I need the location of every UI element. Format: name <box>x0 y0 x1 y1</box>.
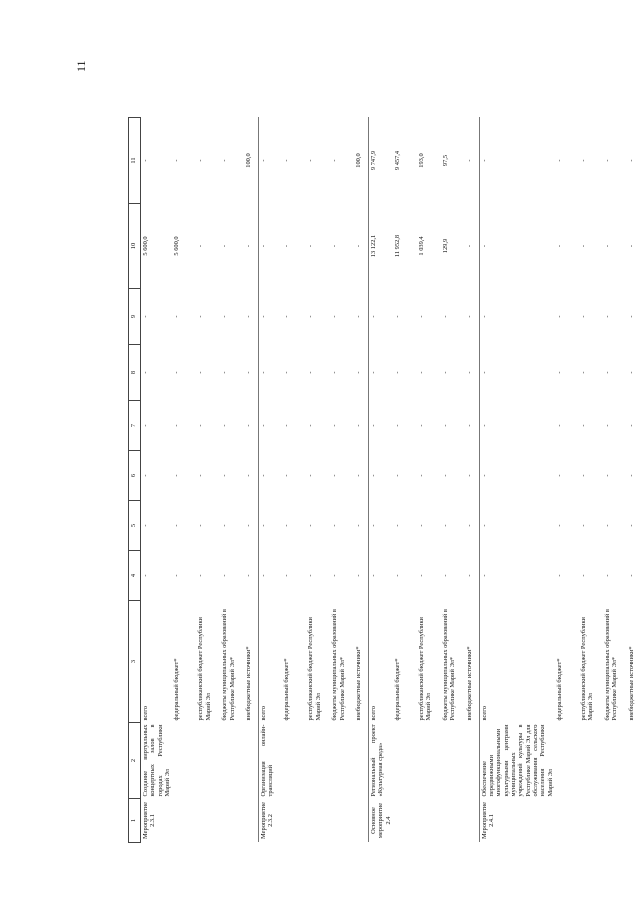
value-cell: - <box>580 371 588 374</box>
value-cell: - <box>283 524 291 527</box>
value-cell: - <box>331 244 339 248</box>
budget-table <box>128 117 639 843</box>
value-cell: - <box>331 424 339 427</box>
value-cell: - <box>442 315 450 318</box>
funding-source-cell: внебюджетные источники* <box>355 646 363 721</box>
value-cell: - <box>628 315 636 318</box>
activity-code-cell <box>555 799 579 843</box>
table-row <box>354 118 368 843</box>
table-row <box>417 118 441 843</box>
value-cell: - <box>307 474 315 477</box>
value-cell: - <box>418 371 426 374</box>
value-cell: - <box>442 524 450 527</box>
activity-code-cell <box>330 799 354 843</box>
activity-name-cell <box>330 723 354 799</box>
value-cell: - <box>556 244 564 248</box>
value-cell: - <box>479 118 555 204</box>
funding-source-cell: федеральный бюджет* <box>394 658 402 721</box>
value-cell: - <box>258 118 282 204</box>
activity-name-cell <box>465 723 479 799</box>
table-row <box>172 118 196 843</box>
value-cell: - <box>307 424 315 427</box>
table-row <box>282 118 306 843</box>
value-cell: - <box>418 574 426 577</box>
funding-source-cell: республиканский бюджет Республики Марий Эл <box>418 617 433 721</box>
value-cell: - <box>394 574 402 577</box>
value-cell: - <box>556 524 564 527</box>
value-cell: - <box>221 371 229 374</box>
value-cell: - <box>355 424 363 427</box>
table-row <box>196 118 220 843</box>
funding-source-cell: федеральный бюджет* <box>173 658 181 721</box>
activity-code-cell <box>220 799 244 843</box>
value-cell: - <box>197 524 205 527</box>
value-cell: - <box>580 574 588 577</box>
value-cell: - <box>355 574 363 577</box>
activity-name-cell <box>555 723 579 799</box>
value-cell: - <box>556 159 564 162</box>
activity-code-cell: Мероприятие 2.3.1 <box>141 799 173 843</box>
activity-name-cell <box>417 723 441 799</box>
table-header-row <box>129 118 141 843</box>
funding-source-cell: федеральный бюджет* <box>283 658 291 721</box>
value-cell: - <box>283 315 291 318</box>
table-row <box>306 118 330 843</box>
value-cell: - <box>580 424 588 427</box>
table-row <box>441 118 465 843</box>
funding-source-cell: бюджеты муниципальных образований в Республике Марий Эл* <box>442 609 457 721</box>
value-cell: - <box>604 159 612 162</box>
value-cell: - <box>418 424 426 427</box>
value-cell: 100,0 <box>245 153 253 168</box>
value-cell: - <box>556 474 564 477</box>
value-cell: - <box>258 345 282 401</box>
table-row <box>555 118 579 843</box>
activity-code-cell: Мероприятие 2.3.2 <box>258 799 282 843</box>
activity-code-cell <box>579 799 603 843</box>
funding-source-cell: бюджеты муниципальных образований в Республике Марий Эл* <box>604 609 619 721</box>
value-cell: - <box>258 289 282 345</box>
funding-source-cell: внебюджетные источники* <box>245 646 253 721</box>
activity-name-cell <box>354 723 368 799</box>
funding-source-cell: республиканский бюджет Республики Марий Эл <box>580 617 595 721</box>
value-cell: - <box>604 315 612 318</box>
value-cell: - <box>283 244 291 248</box>
header-cell: 5 <box>129 501 141 551</box>
value-cell: - <box>331 574 339 577</box>
table-row <box>465 118 479 843</box>
value-cell: - <box>580 244 588 248</box>
value-cell: - <box>466 159 474 162</box>
value-cell: - <box>580 524 588 527</box>
value-cell: - <box>368 451 393 501</box>
table-row <box>330 118 354 843</box>
value-cell: - <box>141 501 173 551</box>
value-cell: - <box>355 244 363 248</box>
activity-code-cell <box>465 799 479 843</box>
value-cell: - <box>283 424 291 427</box>
funding-source-cell: республиканский бюджет Республики Марий Эл <box>307 617 322 721</box>
rotated-table-wrapper <box>128 118 636 843</box>
value-cell: 129,9 <box>442 238 450 254</box>
activity-name-cell <box>196 723 220 799</box>
header-cell: 8 <box>129 345 141 401</box>
funding-source-cell: всего <box>479 601 555 723</box>
value-cell: - <box>173 371 181 374</box>
value-cell: - <box>556 424 564 427</box>
value-cell: - <box>221 159 229 162</box>
value-cell: 100,0 <box>355 153 363 168</box>
value-cell: - <box>580 315 588 318</box>
header-cell: 7 <box>129 401 141 451</box>
table-row <box>393 118 417 843</box>
activity-name-cell: Организация онлайн-трансляций <box>258 723 282 799</box>
activity-code-cell <box>306 799 330 843</box>
value-cell: 97,5 <box>442 154 450 167</box>
value-cell: - <box>307 315 315 318</box>
value-cell: - <box>394 524 402 527</box>
value-cell: - <box>604 474 612 477</box>
table-row <box>627 118 639 843</box>
value-cell: 5 600,0 <box>173 236 181 256</box>
value-cell: - <box>221 524 229 527</box>
value-cell: - <box>307 244 315 248</box>
value-cell: - <box>307 574 315 577</box>
value-cell: - <box>368 345 393 401</box>
value-cell: - <box>331 524 339 527</box>
value-cell: - <box>283 574 291 577</box>
funding-source-cell: всего <box>368 601 393 723</box>
value-cell: - <box>283 474 291 477</box>
header-cell: 9 <box>129 289 141 345</box>
activity-name-cell <box>579 723 603 799</box>
table-row <box>603 118 627 843</box>
value-cell: - <box>368 289 393 345</box>
activity-code-cell: Основное мероприятие 2.4 <box>368 799 393 843</box>
value-cell: 9 457,4 <box>394 150 402 171</box>
value-cell: - <box>628 574 636 577</box>
activity-code-cell <box>627 799 639 843</box>
value-cell: - <box>141 451 173 501</box>
value-cell: - <box>479 501 555 551</box>
value-cell: - <box>258 451 282 501</box>
value-cell: - <box>368 551 393 601</box>
funding-source-cell: внебюджетные источники* <box>466 646 474 721</box>
value-cell: - <box>368 501 393 551</box>
value-cell: - <box>221 315 229 318</box>
value-cell: - <box>258 204 282 289</box>
activity-code-cell <box>441 799 465 843</box>
activity-code-cell <box>196 799 220 843</box>
value-cell: - <box>197 574 205 577</box>
value-cell: - <box>245 574 253 577</box>
activity-name-cell <box>627 723 639 799</box>
value-cell: - <box>245 371 253 374</box>
value-cell: - <box>331 159 339 162</box>
header-cell: 3 <box>129 601 141 723</box>
value-cell: - <box>442 424 450 427</box>
value-cell: - <box>580 159 588 162</box>
value-cell: - <box>197 159 205 162</box>
value-cell: - <box>394 371 402 374</box>
value-cell: - <box>604 424 612 427</box>
activity-code-cell <box>417 799 441 843</box>
value-cell: - <box>479 204 555 289</box>
value-cell: - <box>355 474 363 477</box>
activity-name-cell <box>220 723 244 799</box>
value-cell: - <box>556 574 564 577</box>
value-cell: - <box>466 524 474 527</box>
page-number: 11 <box>74 60 88 72</box>
value-cell: - <box>197 315 205 318</box>
table-body <box>141 118 639 843</box>
value-cell: - <box>479 451 555 501</box>
value-cell: - <box>556 371 564 374</box>
value-cell: - <box>173 474 181 477</box>
funding-source-cell: внебюджетные источники* <box>628 646 636 721</box>
value-cell: - <box>628 474 636 477</box>
value-cell: - <box>394 474 402 477</box>
activity-name-cell <box>172 723 196 799</box>
value-cell: - <box>258 551 282 601</box>
table-row <box>258 118 282 843</box>
value-cell: - <box>466 244 474 248</box>
value-cell: - <box>197 424 205 427</box>
activity-name-cell <box>244 723 258 799</box>
activity-code-cell <box>354 799 368 843</box>
table-row <box>244 118 258 843</box>
value-cell: - <box>418 474 426 477</box>
value-cell: - <box>442 371 450 374</box>
value-cell: - <box>197 474 205 477</box>
value-cell: - <box>221 424 229 427</box>
value-cell: - <box>173 574 181 577</box>
value-cell: - <box>173 524 181 527</box>
value-cell: - <box>173 159 181 162</box>
value-cell: - <box>173 424 181 427</box>
value-cell: - <box>141 289 173 345</box>
value-cell: 193,0 <box>418 153 426 168</box>
value-cell: - <box>197 371 205 374</box>
activity-name-cell <box>306 723 330 799</box>
value-cell: - <box>479 289 555 345</box>
value-cell: - <box>479 345 555 401</box>
table-row <box>479 118 555 843</box>
activity-code-cell <box>282 799 306 843</box>
value-cell: - <box>283 159 291 162</box>
value-cell: - <box>466 424 474 427</box>
value-cell: - <box>394 424 402 427</box>
funding-source-cell: всего <box>258 601 282 723</box>
activity-code-cell: Мероприятие 2.4.1 <box>479 799 555 843</box>
value-cell: - <box>307 159 315 162</box>
value-cell: - <box>628 244 636 248</box>
activity-code-cell <box>393 799 417 843</box>
value-cell: - <box>258 401 282 451</box>
value-cell: 5 600,0 <box>141 204 173 289</box>
value-cell: - <box>307 371 315 374</box>
activity-name-cell <box>393 723 417 799</box>
value-cell: - <box>628 159 636 162</box>
value-cell: - <box>604 371 612 374</box>
value-cell: 11 952,8 <box>394 234 402 258</box>
value-cell: - <box>394 315 402 318</box>
value-cell: - <box>355 524 363 527</box>
value-cell: - <box>466 574 474 577</box>
value-cell: - <box>331 315 339 318</box>
activity-name-cell <box>441 723 465 799</box>
value-cell: - <box>628 524 636 527</box>
value-cell: - <box>355 315 363 318</box>
value-cell: - <box>221 244 229 248</box>
value-cell: - <box>628 424 636 427</box>
activity-code-cell <box>603 799 627 843</box>
funding-source-cell: бюджеты муниципальных образований в Республике Марий Эл* <box>221 609 236 721</box>
value-cell: - <box>580 474 588 477</box>
value-cell: - <box>307 524 315 527</box>
activity-name-cell: Обеспечение передвижными многофункциональными культурными центрами муниципальных учреждений культуры в Республике Марий Эл для обслуживания сельского населения Республики Марий Эл <box>480 724 554 797</box>
value-cell: - <box>604 524 612 527</box>
activity-name-cell: Создание виртуальных концертных залов в городах Республики Марий Эл <box>142 724 172 797</box>
value-cell: - <box>283 371 291 374</box>
value-cell: - <box>628 371 636 374</box>
value-cell: - <box>245 315 253 318</box>
value-cell: - <box>466 315 474 318</box>
table-row <box>368 118 393 843</box>
value-cell: - <box>141 345 173 401</box>
value-cell: - <box>556 315 564 318</box>
table-row <box>220 118 244 843</box>
value-cell: - <box>355 371 363 374</box>
header-cell: 11 <box>129 118 141 204</box>
header-cell: 1 <box>129 799 141 843</box>
value-cell: - <box>479 401 555 451</box>
header-cell: 6 <box>129 451 141 501</box>
value-cell: - <box>604 574 612 577</box>
value-cell: - <box>368 401 393 451</box>
value-cell: - <box>141 551 173 601</box>
value-cell: - <box>418 524 426 527</box>
activity-code-cell <box>244 799 258 843</box>
value-cell: - <box>604 244 612 248</box>
value-cell: - <box>442 474 450 477</box>
value-cell: - <box>221 474 229 477</box>
header-cell: 10 <box>129 204 141 289</box>
header-cell: 4 <box>129 551 141 601</box>
value-cell: - <box>245 524 253 527</box>
value-cell: 9 747,9 <box>368 118 393 204</box>
value-cell: 13 122,1 <box>368 204 393 289</box>
value-cell: - <box>258 501 282 551</box>
value-cell: - <box>173 315 181 318</box>
funding-source-cell: республиканский бюджет Республики Марий Эл <box>197 617 212 721</box>
value-cell: - <box>466 474 474 477</box>
value-cell: - <box>221 574 229 577</box>
value-cell: 1 039,4 <box>418 236 426 256</box>
value-cell: - <box>141 401 173 451</box>
value-cell: - <box>245 474 253 477</box>
value-cell: - <box>245 424 253 427</box>
value-cell: - <box>197 244 205 248</box>
funding-source-cell: федеральный бюджет* <box>556 658 564 721</box>
value-cell: - <box>466 371 474 374</box>
value-cell: - <box>141 118 173 204</box>
funding-source-cell: всего <box>141 601 173 723</box>
activity-name-cell: Региональный проект «Культурная среда» <box>368 723 393 799</box>
value-cell: - <box>479 551 555 601</box>
activity-name-cell <box>603 723 627 799</box>
header-cell: 2 <box>129 723 141 799</box>
funding-source-cell: бюджеты муниципальных образований в Республике Марий Эл* <box>331 609 346 721</box>
value-cell: - <box>442 574 450 577</box>
table-row <box>141 118 173 843</box>
value-cell: - <box>331 371 339 374</box>
activity-code-cell <box>172 799 196 843</box>
table-row <box>579 118 603 843</box>
value-cell: - <box>418 315 426 318</box>
value-cell: - <box>245 244 253 248</box>
activity-name-cell <box>282 723 306 799</box>
value-cell: - <box>331 474 339 477</box>
